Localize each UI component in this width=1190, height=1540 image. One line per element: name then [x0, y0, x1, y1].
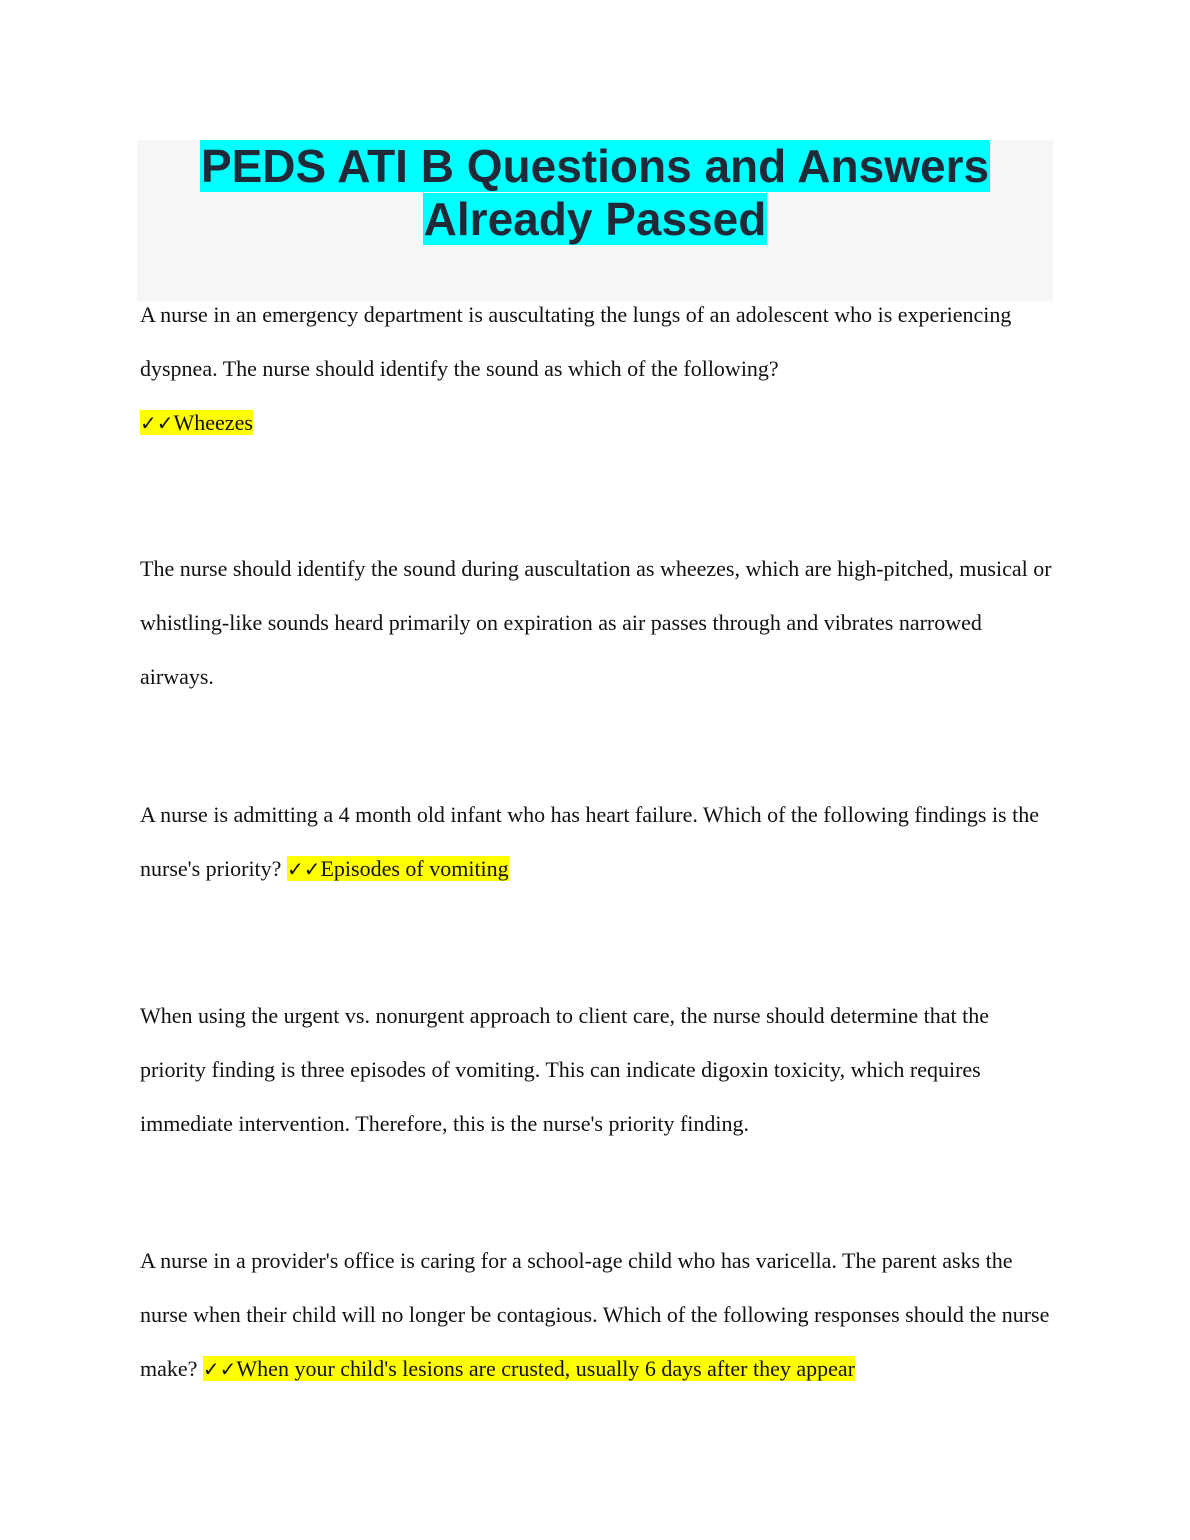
title-line-2: Already Passed [423, 193, 767, 245]
answer-1 [140, 410, 253, 435]
answer-2 [287, 856, 509, 881]
check-icon: ✓✓ [286, 857, 321, 881]
question-1 [140, 288, 1055, 450]
question-3-text: A nurse in a provider's office is caring for a school-age child who has varicella. The parent asks the nurse when their child will no longer be contagious. Which of the following responses should the nurse make? [140, 1248, 1050, 1381]
answer-3 [203, 1356, 855, 1381]
check-icon: ✓✓ [140, 411, 174, 435]
title-banner [137, 140, 1053, 301]
document-title [137, 140, 1053, 246]
rationale-1: The nurse should identify the sound during auscultation as wheezes, which are high-pitched, musical or whistling-like sounds heard primarily on expiration as air passes through and vibrates narrowed airways. [140, 556, 1052, 689]
rationale-2: When using the urgent vs. nonurgent approach to client care, the nurse should determine that the priority finding is three episodes of vomiting. This can indicate digoxin toxicity, which requires immediate intervention. Therefore, this is the nurse's priority finding. [140, 1003, 989, 1136]
question-3 [140, 1234, 1055, 1396]
answer-3-text: When your child's lesions are crusted, usually 6 days after they appear [236, 1356, 855, 1381]
check-icon: ✓✓ [202, 1357, 237, 1381]
question-2-text: A nurse is admitting a 4 month old infant who has heart failure. Which of the following findings is the nurse's priority? [140, 802, 1039, 881]
answer-1-text: Wheezes [173, 410, 253, 435]
question-1-text: A nurse in an emergency department is auscultating the lungs of an adolescent who is experiencing dyspnea. The nurse should identify the sound as which of the following? [140, 302, 1012, 381]
answer-2-text: Episodes of vomiting [320, 856, 509, 881]
title-line-1: PEDS ATI B Questions and Answers [200, 140, 990, 192]
question-2 [140, 788, 1055, 896]
